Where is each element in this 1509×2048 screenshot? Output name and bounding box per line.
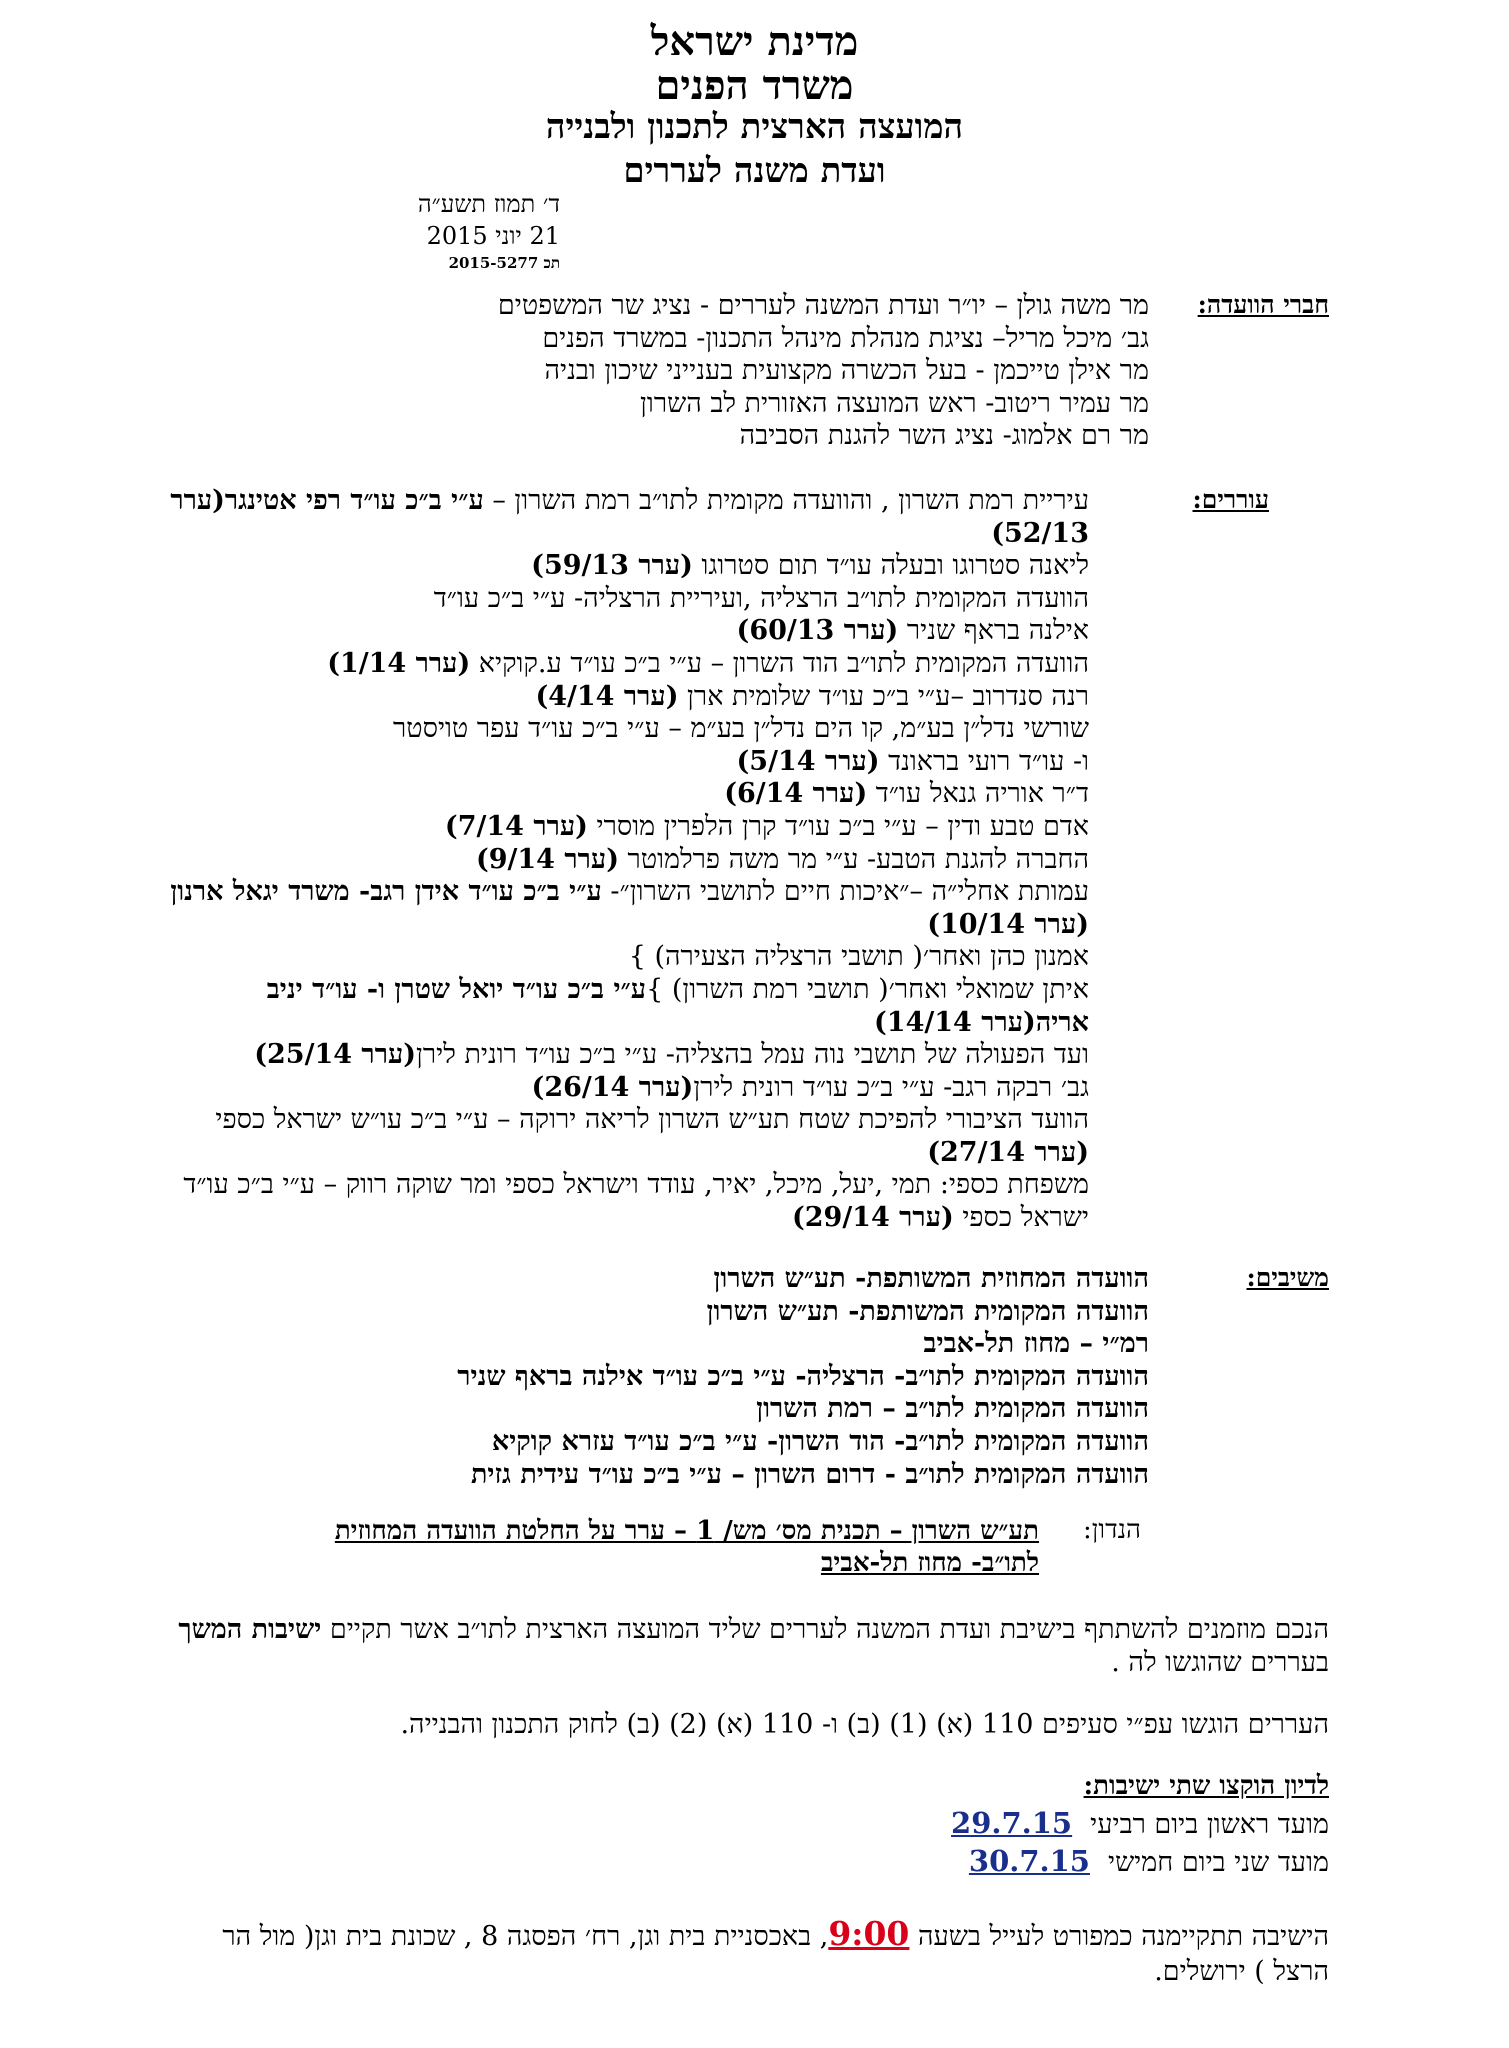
appeal-number: ע״י ב״כ עו״ד יואל שטרן ו- עו״ד יניב אריה(ערר 14/14) bbox=[266, 973, 1089, 1038]
appellant-entry bbox=[159, 811, 1089, 844]
members-section bbox=[159, 290, 1329, 453]
appellant-entry bbox=[159, 844, 1089, 877]
appellant-text: ליאנה סטרוגו ובעלה עו״ד תום סטרוגו bbox=[692, 550, 1089, 582]
committee-title: ועדת משנה לעררים bbox=[623, 151, 886, 191]
appellants-label: עוררים: bbox=[1192, 485, 1269, 514]
respondents-list bbox=[159, 1263, 1149, 1491]
gregorian-date: 21 יוני 2015 bbox=[426, 222, 560, 250]
appellant-text: אדם טבע ודין – ע״י ב״כ עו״ד קרן הלפרין מוסרי bbox=[587, 810, 1089, 842]
state-title: מדינת ישראל bbox=[650, 18, 859, 65]
appellant-entry bbox=[159, 746, 1089, 779]
date-block bbox=[290, 188, 560, 274]
appellant-entry bbox=[159, 1039, 1089, 1072]
council-title: המועצה הארצית לתכנון ולבנייה bbox=[545, 107, 964, 147]
session-first-date: 29.7.15 bbox=[951, 1806, 1073, 1840]
member-line: מר עמיר ריטוב- ראש המועצה האזורית לב השרון bbox=[640, 387, 1149, 419]
session-second bbox=[969, 1844, 1329, 1878]
appeal-number: (ערר 59/13) bbox=[531, 550, 693, 582]
appellant-text: גב׳ רבקה רגב- ע״י ב״כ עו״ד רונית לירן bbox=[693, 1071, 1089, 1103]
appellant-text: הוועדה המקומית לתו״ב הוד השרון – ע״י ב״כ עו״ד ע.קוקיא bbox=[470, 647, 1089, 679]
invitation-bold: ישיבות המשך bbox=[178, 1614, 322, 1645]
appellant-text: עמותת אחלי״ה –״איכות חיים לתושבי השרון״- bbox=[601, 876, 1089, 908]
appellant-entry bbox=[159, 1072, 1089, 1105]
appellant-entry bbox=[159, 876, 1089, 941]
meeting-time: 9:00 bbox=[828, 1914, 910, 1953]
respondent-line: הוועדה המקומית לתו״ב- הרצליה- ע״י ב״כ עו״ד אילנה בראף שניר bbox=[457, 1360, 1149, 1392]
appellant-text: החברה להגנת הטבע- ע״י מר משה פרלמוטר bbox=[618, 843, 1089, 875]
session-second-label: מועד שני ביום חמישי bbox=[1107, 1847, 1329, 1878]
appeal-number: (ערר 7/14) bbox=[444, 810, 588, 842]
respondent-line: הוועדה המקומית המשותפת- תע״ש השרון bbox=[706, 1295, 1149, 1327]
member-line: מר אילן טייכמן - בעל הכשרה מקצועית בענייני שיכון ובניה bbox=[544, 355, 1149, 387]
subject-text: תע״ש השרון – תכנית מס׳ מש/ 1 – ערר על החלטת הוועדה המחוזית לתו״ב- מחוז תל-אביב bbox=[334, 1516, 1039, 1578]
appeal-number: (ערר 6/14) bbox=[724, 778, 868, 810]
appellant-entry bbox=[159, 485, 1089, 550]
appellant-text: עיריית רמת השרון , והוועדה מקומית לתו״ב רמת השרון – bbox=[483, 485, 1089, 516]
appeal-number: (ערר 5/14) bbox=[736, 745, 880, 777]
hebrew-date: ד׳ תמוז תשע״ה bbox=[417, 190, 560, 218]
respondents-section bbox=[159, 1263, 1329, 1491]
appellant-entry: הוועדה המקומית לתו״ב הרצליה ,ועיריית הרצליה- ע״י ב״כ עו״ד bbox=[433, 582, 1089, 614]
appellant-text: ד״ר אוריה גנאל עו״ד bbox=[867, 778, 1089, 810]
invitation-paragraph bbox=[159, 1613, 1329, 1679]
appellant-entry bbox=[159, 974, 1089, 1039]
respondent-line: הוועדה המחוזית המשותפת- תע״ש השרון bbox=[713, 1263, 1149, 1294]
appeal-number: (ערר 9/14) bbox=[475, 843, 619, 875]
appellant-text: הוועד הציבורי להפיכת שטח תע״ש השרון לריאה ירוקה – ע״י ב״כ עו״ש ישראל כספי bbox=[215, 1104, 1089, 1136]
invitation-text: הנכם מוזמנים להשתתף בישיבת ועדת המשנה לעררים שליד המועצה הארצית לתו״ב אשר תקיים bbox=[321, 1614, 1329, 1645]
session-second-date: 30.7.15 bbox=[968, 1844, 1090, 1878]
member-line: מר רם אלמוג- נציג השר להגנת הסביבה bbox=[739, 420, 1149, 452]
ministry-title: משרד הפנים bbox=[655, 62, 854, 109]
venue-text-end: , באכסניית בית וגן, רח׳ הפסגה 8 , שכונת בית וגן( מול הר הרצל ) ירושלים. bbox=[222, 1921, 1329, 1987]
appellant-entry bbox=[159, 1169, 1089, 1234]
appeal-number: (ערר 26/14) bbox=[531, 1071, 694, 1103]
appellant-entry bbox=[159, 648, 1089, 681]
appeal-number: ע״י ב״כ עו״ד רפי אטינגר(ערר 52/13) bbox=[170, 485, 1089, 549]
respondent-line: הוועדה המקומית לתו״ב- הוד השרון- ע״י ב״כ עו״ד עזרא קוקיא bbox=[491, 1425, 1149, 1457]
appellant-entry bbox=[159, 615, 1089, 648]
appellants-list bbox=[159, 485, 1089, 1235]
respondents-label: משיבים: bbox=[1246, 1263, 1329, 1292]
appellant-entry bbox=[159, 778, 1089, 811]
appeal-number: (ערר 1/14) bbox=[327, 647, 471, 679]
member-line: מר משה גולן – יו״ר ועדת המשנה לעררים - נציג שר המשפטים bbox=[497, 290, 1149, 321]
appellant-text: ועד הפעולה של תושבי נוה עמל בהצליה- ע״י ב״כ עו״ד רונית לירן bbox=[416, 1039, 1089, 1071]
appellant-entry bbox=[159, 1104, 1089, 1169]
appellant-text: איתן שמואלי ואחר׳( תושבי רמת השרון) } bbox=[646, 973, 1089, 1005]
appellant-entry: אמנון כהן ואחר׳( תושבי הרצליה הצעירה) } bbox=[628, 941, 1089, 973]
respondent-line: הוועדה המקומית לתו״ב - דרום השרון – ע״י ב״כ עו״ד עידית גזית bbox=[470, 1458, 1149, 1490]
respondent-line: רמ״י – מחוז תל-אביב bbox=[923, 1328, 1149, 1360]
appellant-entry: שורשי נדל״ן בע״מ, קו הים נדל״ן בע״מ – ע״י ב״כ עו״ד עפר טויסטר bbox=[393, 713, 1089, 745]
members-list bbox=[159, 290, 1149, 453]
appeal-number: (ערר 27/14) bbox=[927, 1136, 1089, 1168]
appellant-entry bbox=[159, 681, 1089, 714]
letterhead bbox=[0, 18, 1509, 198]
appeal-number: (ערר 60/13) bbox=[736, 615, 899, 647]
subject-section bbox=[159, 1515, 1329, 1579]
members-label: חברי הוועדה: bbox=[1197, 290, 1329, 319]
appellant-text: משפחת כספי: תמי ,יעל, מיכל, יאיר, עודד וישראל כספי ומר שוקה רווק – ע״י ב״כ עו״ד ישראל כספי bbox=[183, 1169, 1089, 1234]
appellant-text: אילנה בראף שניר bbox=[898, 615, 1089, 647]
appellant-text: רנה סנדרוב –ע״י ב״כ עו״ד שלומית ארן bbox=[678, 680, 1089, 712]
legal-basis-paragraph: העררים הוגשו עפ״י סעיפים 110 (א) (1) (ב) ו- 110 (א) (2) (ב) לחוק התכנון והבנייה. bbox=[400, 1709, 1329, 1740]
venue-text: הישיבה תתקיימנה כמפורט לעייל בשעה bbox=[909, 1921, 1329, 1952]
appeal-number: (ערר 29/14) bbox=[791, 1202, 954, 1234]
appeal-number: (ערר 25/14) bbox=[254, 1039, 417, 1071]
reference-number: תכ 2015-5277 bbox=[448, 254, 560, 272]
session-first-label: מועד ראשון ביום רביעי bbox=[1090, 1809, 1329, 1840]
session-first bbox=[951, 1806, 1329, 1840]
appeal-number: (ערר 4/14) bbox=[535, 680, 679, 712]
member-line: גב׳ מיכל מריל– נציגת מנהלת מינהל התכנון- במשרד הפנים bbox=[542, 322, 1149, 354]
venue-paragraph bbox=[159, 1916, 1329, 1989]
subject-label: הנדון: bbox=[1083, 1515, 1141, 1545]
appellants-section bbox=[159, 485, 1329, 1235]
sessions-title: לדיון הוקצו שתי ישיבות: bbox=[1083, 1771, 1329, 1801]
appellant-text: ו- עו״ד רועי בראונד bbox=[879, 745, 1089, 777]
appeal-number: ע״י ב״כ עו״ד אידן רגב- משרד יגאל ארנון (ערר 10/14) bbox=[170, 876, 1089, 940]
respondent-line: הוועדה המקומית לתו״ב – רמת השרון bbox=[756, 1393, 1149, 1425]
appellant-entry bbox=[159, 550, 1089, 583]
invitation-text-end: בעררים שהוגשו לה . bbox=[1111, 1647, 1329, 1678]
